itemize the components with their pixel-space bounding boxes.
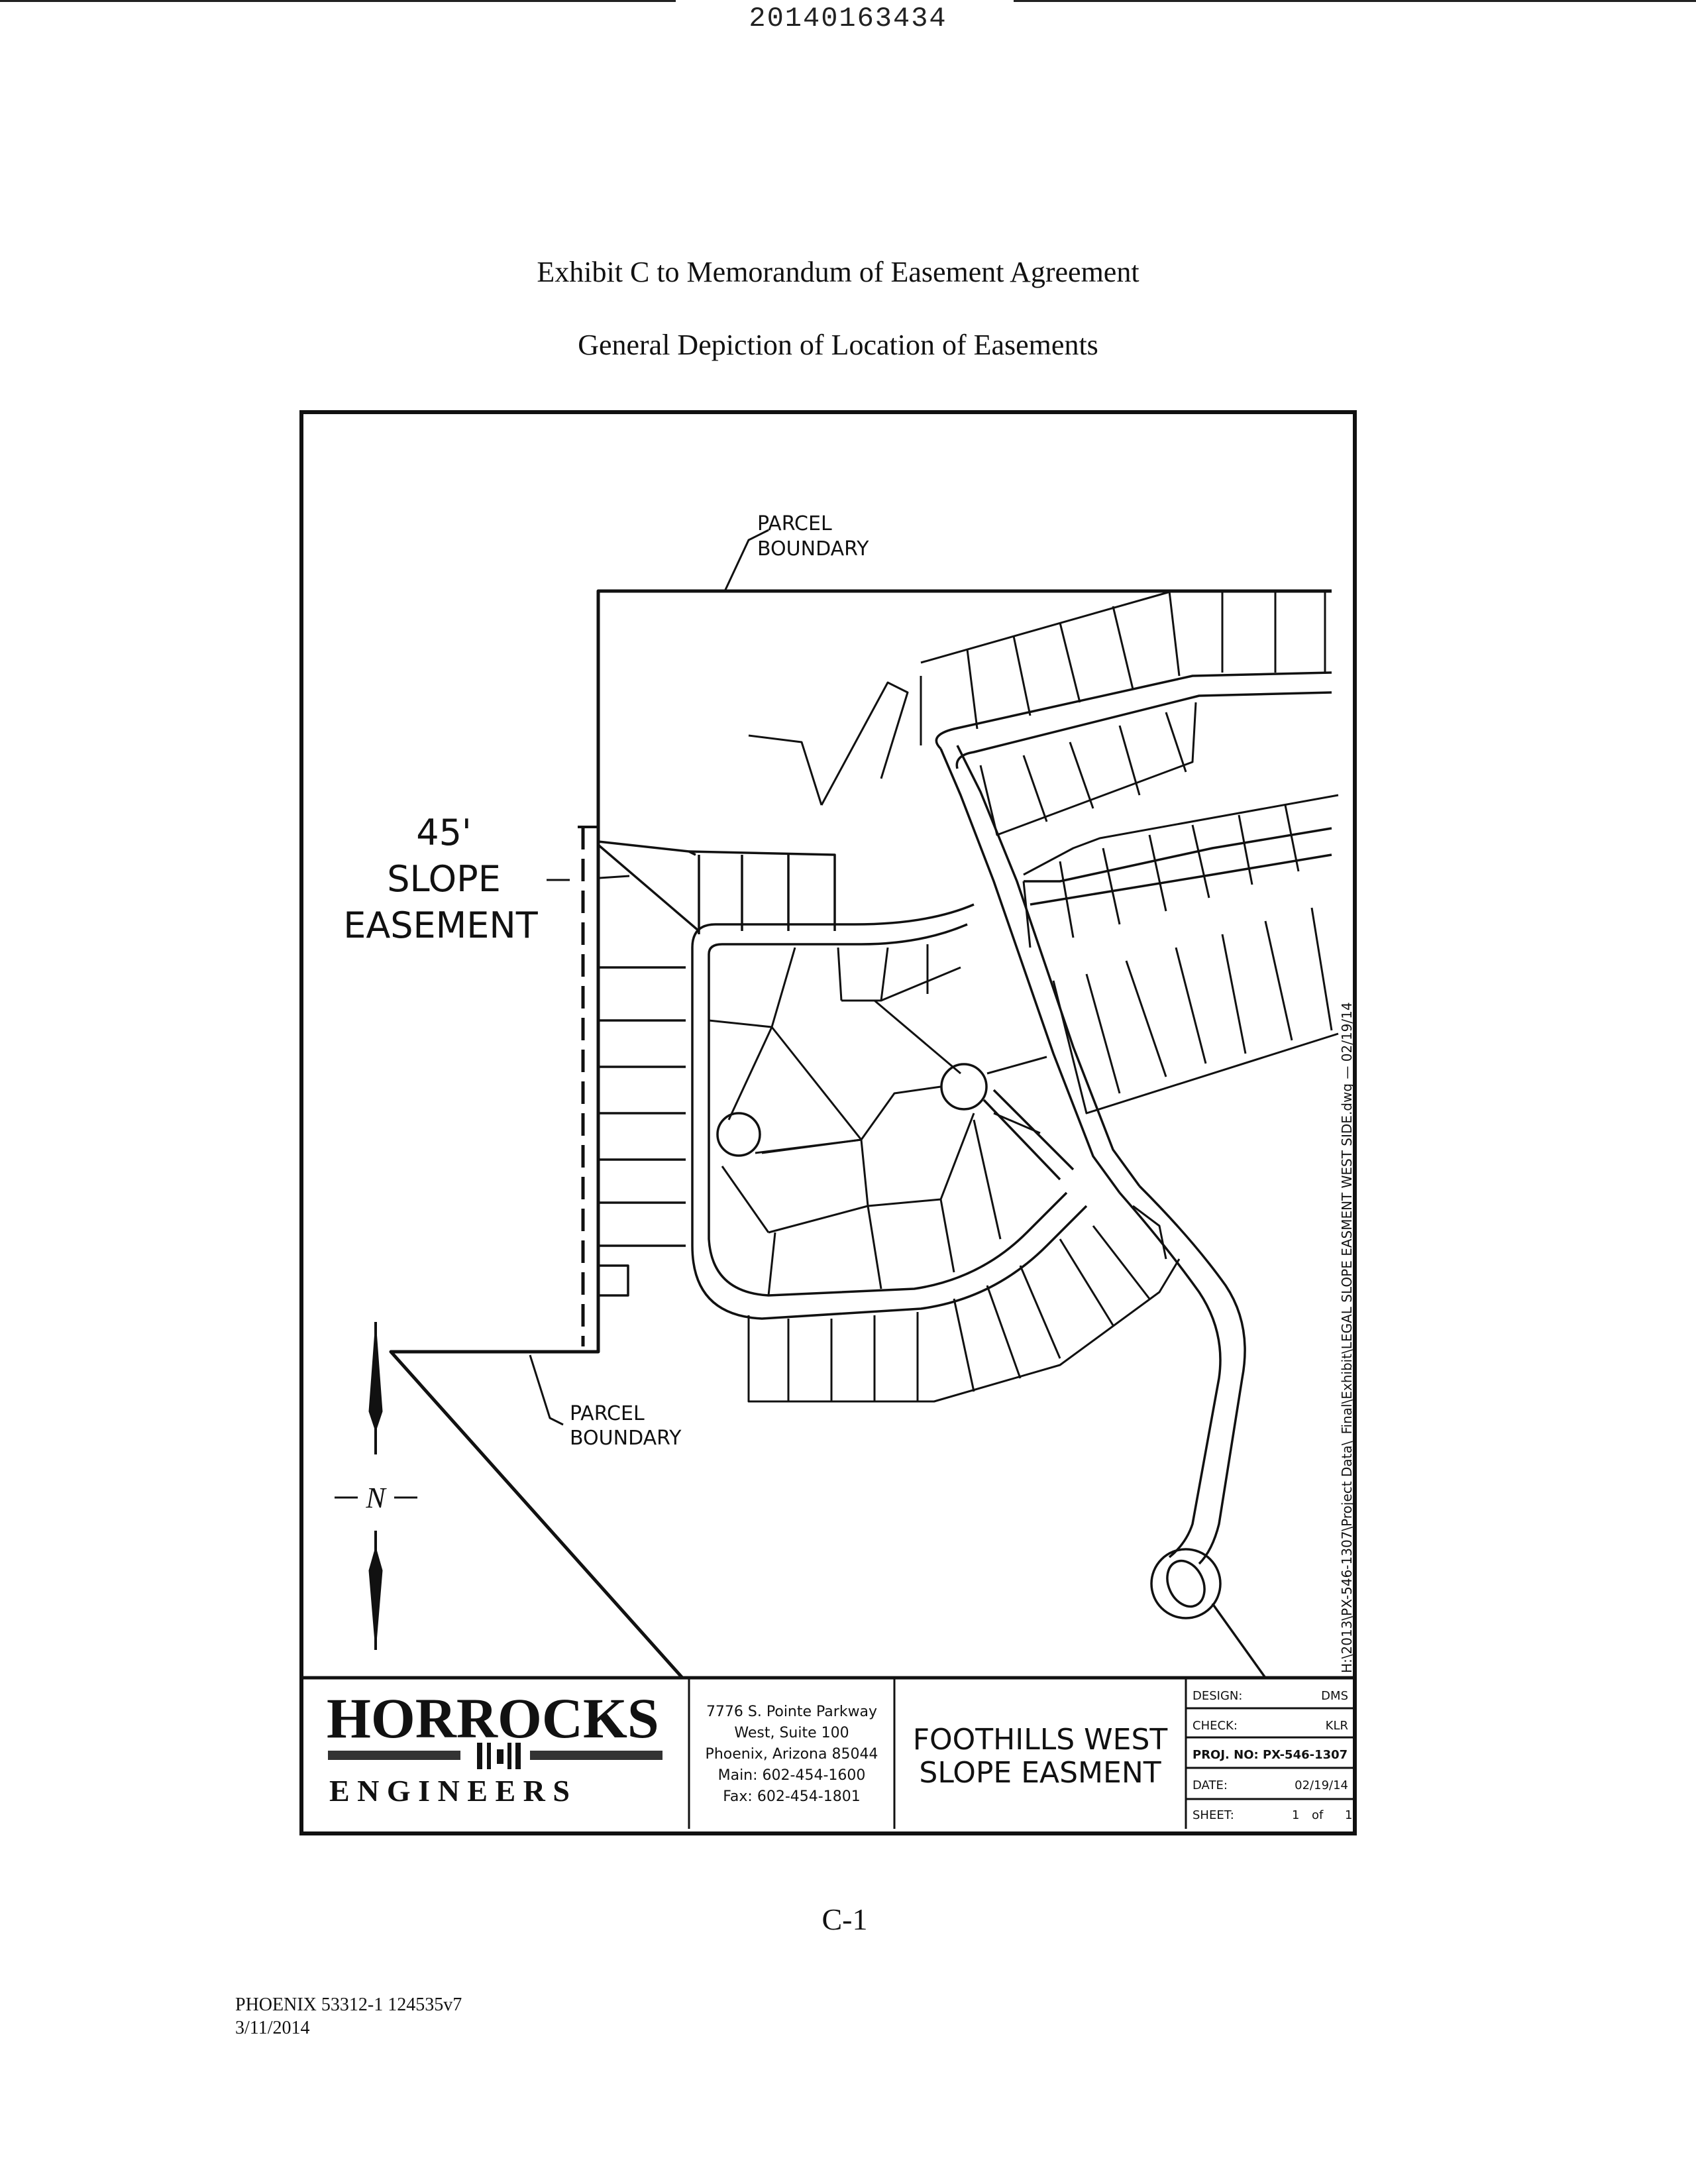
address-line-2: West, Suite 100 xyxy=(734,1725,849,1741)
cul-de-sac-island xyxy=(1160,1555,1212,1612)
east-lots xyxy=(1024,795,1338,1113)
north-lots xyxy=(749,591,1325,835)
easement-label-easement: EASEMENT xyxy=(343,904,538,946)
check-label: CHECK: xyxy=(1192,1719,1238,1733)
loop-road xyxy=(692,904,974,948)
footer-date: 3/11/2014 xyxy=(235,2018,310,2038)
address-line-5: Fax: 602-454-1801 xyxy=(723,1788,861,1805)
upper-west-lots xyxy=(689,851,835,934)
south-road xyxy=(1212,1604,1265,1678)
exhibit-subtitle: General Depiction of Location of Easements xyxy=(578,329,1098,361)
east-road xyxy=(1030,855,1332,904)
footer-doc-id: PHOENIX 53312-1 124535v7 xyxy=(235,1994,462,2015)
check-value: KLR xyxy=(1325,1719,1348,1733)
loop-road xyxy=(709,954,1067,1295)
interior-cul-de-sac xyxy=(941,1064,986,1109)
easement-label-slope: SLOPE xyxy=(387,858,501,900)
parcel-label-bottom-line2: BOUNDARY xyxy=(570,1427,682,1450)
sheet-total: 1 xyxy=(1345,1808,1353,1822)
drawing-border xyxy=(301,412,1355,1833)
east-road xyxy=(1024,828,1332,881)
south-road xyxy=(1120,1193,1220,1557)
easement-label-width: 45' xyxy=(416,812,472,853)
south-road xyxy=(1140,1186,1245,1564)
parcel-label-top-line1: PARCEL xyxy=(757,512,832,535)
address-line-4: Main: 602-454-1600 xyxy=(717,1767,866,1784)
spine-road xyxy=(957,745,1140,1186)
sheet-of: of xyxy=(1312,1808,1324,1822)
interior-lots xyxy=(709,944,1047,1295)
logo-bar-left xyxy=(328,1751,460,1760)
project-title-line-2: SLOPE EASMENT xyxy=(919,1756,1161,1790)
sheet-value: 1 xyxy=(1292,1808,1300,1822)
south-lots xyxy=(749,1206,1179,1401)
parcel-label-bottom-line1: PARCEL xyxy=(570,1402,645,1425)
parcel-label-leader xyxy=(530,1355,563,1425)
address-line-3: Phoenix, Arizona 85044 xyxy=(705,1746,878,1763)
logo-bar-right xyxy=(530,1751,662,1760)
cul-de-sac xyxy=(1151,1549,1220,1618)
project-title-line-1: FOOTHILLS WEST xyxy=(912,1723,1168,1757)
page-label: C-1 xyxy=(822,1902,868,1936)
date-label: DATE: xyxy=(1192,1778,1228,1792)
north-label: N xyxy=(366,1482,386,1514)
address-line-1: 7776 S. Pointe Parkway xyxy=(706,1704,878,1720)
interior-cul-de-sac xyxy=(717,1113,760,1156)
spine-road xyxy=(957,692,1332,769)
spine-road xyxy=(936,673,1332,749)
recording-number: 20140163434 xyxy=(749,3,947,34)
parcel-label-top-line2: BOUNDARY xyxy=(757,537,869,561)
loop-road xyxy=(692,948,1086,1319)
west-lots xyxy=(598,842,699,1295)
easement-leader xyxy=(600,876,629,878)
date-value: 02/19/14 xyxy=(1295,1778,1348,1792)
exhibit-title: Exhibit C to Memorandum of Easement Agreement xyxy=(537,256,1140,288)
sheet-label: SHEET: xyxy=(1192,1808,1234,1822)
project-number: PROJ. NO: PX-546-1307 xyxy=(1192,1748,1348,1762)
drawing-file-path: H:\2013\PX-546-1307\Project Data\_Final\Exhibit\LEGAL SLOPE EASMENT WEST SIDE.dwg — 02/19/14 xyxy=(1339,1002,1355,1673)
design-value: DMS xyxy=(1321,1689,1348,1703)
company-logo-text: HORROCKS xyxy=(327,1686,659,1750)
parcel-boundary-line xyxy=(391,591,1332,1678)
design-label: DESIGN: xyxy=(1192,1689,1243,1703)
company-logo-subtext: E N G I N E E R S xyxy=(329,1774,570,1808)
